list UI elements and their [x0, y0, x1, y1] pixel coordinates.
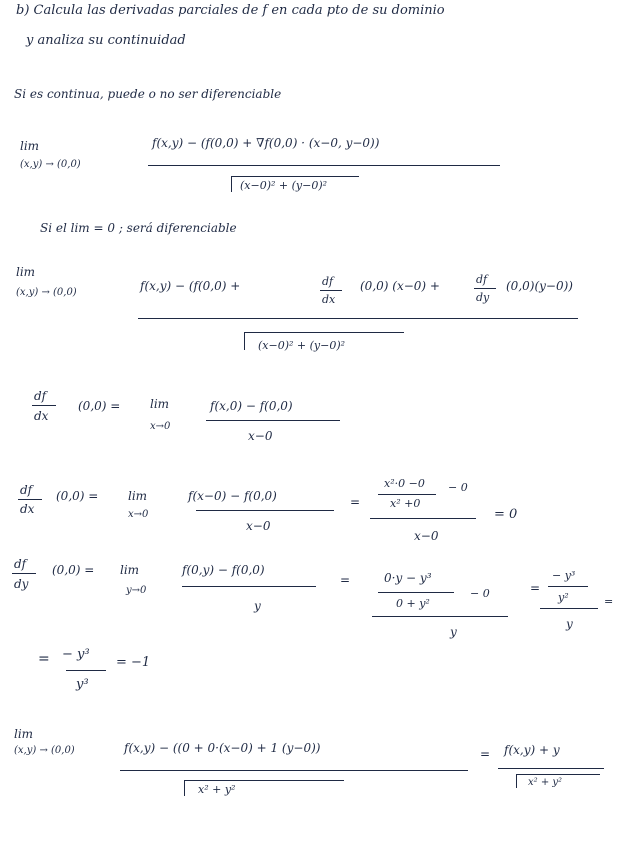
lim-subscript: x→0 — [128, 509, 149, 520]
lim-subscript: (x,y) → (0,0) — [16, 287, 77, 298]
df-bar — [18, 499, 42, 500]
point-label: (0,0) = — [78, 399, 121, 413]
denominator: x−0 — [248, 429, 273, 443]
lim-subscript: (x,y) → (0,0) — [14, 745, 75, 756]
point-label: (0,0) = — [52, 563, 95, 577]
sqrt-sign — [184, 780, 185, 796]
lim-subscript: y→0 — [126, 585, 147, 596]
result-fraction-bar — [498, 768, 604, 769]
fraction-bar — [138, 318, 578, 319]
result: = −1 — [116, 655, 151, 670]
sqrt-sign — [244, 332, 245, 350]
result-outer-denominator: y — [566, 617, 573, 631]
minus-zero: − 0 — [470, 587, 490, 600]
fraction-bar — [206, 420, 340, 421]
numerator: f(x−0) − f(0,0) — [188, 489, 277, 503]
equals-sign: = — [350, 495, 361, 509]
denominator: x−0 — [246, 519, 271, 533]
fraction-bar — [182, 586, 316, 587]
equals-sign-2: = — [530, 581, 541, 595]
df-bar — [32, 405, 56, 406]
dx-label: dx — [34, 409, 49, 423]
numerator-part-a: f(x,y) − (f(0,0) + — [140, 279, 241, 293]
numerator: f(x,y) − (f(0,0) + ∇f(0,0) · (x−0, y−0)) — [152, 136, 380, 150]
fraction-bar — [148, 165, 500, 166]
sqrt-bar — [244, 332, 404, 333]
result-numerator: − y³ — [552, 569, 576, 582]
note-differentiable: Si el lim = 0 ; será diferenciable — [40, 221, 237, 235]
df-label: df — [34, 389, 47, 403]
lim-label: lim — [20, 139, 40, 153]
result-sqrt-sign — [516, 774, 517, 788]
outer-fraction-bar — [372, 616, 508, 617]
denominator: x² + y² — [198, 783, 236, 796]
result: = 0 — [494, 507, 518, 522]
result-numerator: f(x,y) + y — [504, 743, 560, 757]
inner-numerator: x²·0 −0 — [384, 477, 425, 490]
numerator: f(0,y) − f(0,0) — [182, 563, 265, 577]
numerator: f(x,y) − ((0 + 0·(x−0) + 1 (y−0)) — [124, 741, 321, 755]
dx-label: dx — [322, 293, 336, 306]
numerator-part-b: (0,0) (x−0) + — [360, 279, 440, 293]
outer-denominator: x−0 — [414, 529, 439, 543]
inner-denominator: 0 + y² — [396, 597, 430, 610]
fraction-bar — [196, 510, 334, 511]
equals-sign: = — [340, 573, 351, 587]
trailing-equals: = — [604, 595, 614, 608]
df-label-2: df — [476, 273, 488, 286]
outer-fraction-bar — [370, 518, 476, 519]
lim-subscript: x→0 — [150, 421, 171, 432]
df-label: df — [14, 557, 27, 571]
header-line-2: y analiza su continuidad — [26, 33, 186, 48]
numerator-part-c: (0,0)(y−0)) — [506, 279, 573, 293]
outer-denominator: y — [450, 625, 457, 639]
note-continuity: Si es continua, puede o no ser diferenciable — [14, 87, 282, 101]
sqrt-bar — [184, 780, 344, 781]
lim-label: lim — [120, 563, 140, 577]
df-bar — [12, 573, 36, 574]
inner-denominator: x² +0 — [390, 497, 421, 510]
lim-label: lim — [16, 265, 36, 279]
lim-label: lim — [128, 489, 148, 503]
result-sqrt-bar — [516, 774, 600, 775]
inner-fraction-bar — [378, 494, 436, 495]
df-label: df — [322, 275, 334, 288]
lim-label: lim — [14, 727, 34, 741]
dx-label: dx — [20, 502, 35, 516]
fraction-bar — [66, 670, 106, 671]
df-label: df — [20, 483, 33, 497]
denominator: y³ — [76, 677, 89, 692]
result-denominator: y² — [558, 591, 569, 604]
result-fraction-bar — [548, 586, 588, 587]
df-bar-2 — [474, 288, 496, 289]
minus-zero: − 0 — [448, 481, 468, 494]
point-label: (0,0) = — [56, 489, 99, 503]
lim-label: lim — [150, 397, 170, 411]
numerator: − y³ — [62, 647, 90, 662]
inner-fraction-bar — [378, 592, 454, 593]
result-denominator: x² + y² — [528, 777, 563, 788]
sqrt-bar — [231, 176, 359, 177]
denominator: (x−0)² + (y−0)² — [240, 179, 328, 192]
sqrt-sign — [231, 176, 232, 192]
inner-numerator: 0·y − y³ — [384, 571, 432, 585]
df-bar — [320, 290, 342, 291]
header-line-1: b) Calcula las derivadas parciales de f en cada pto de su dominio — [16, 3, 445, 18]
equals-sign: = — [38, 651, 50, 667]
dy-label: dy — [14, 577, 29, 591]
denominator: y — [254, 599, 261, 613]
fraction-bar — [120, 770, 468, 771]
lim-subscript: (x,y) → (0,0) — [20, 159, 81, 170]
denominator: (x−0)² + (y−0)² — [258, 339, 346, 352]
dy-label: dy — [476, 291, 490, 304]
numerator: f(x,0) − f(0,0) — [210, 399, 293, 413]
equals-sign: = — [480, 747, 491, 761]
result-outer-bar — [540, 608, 598, 609]
